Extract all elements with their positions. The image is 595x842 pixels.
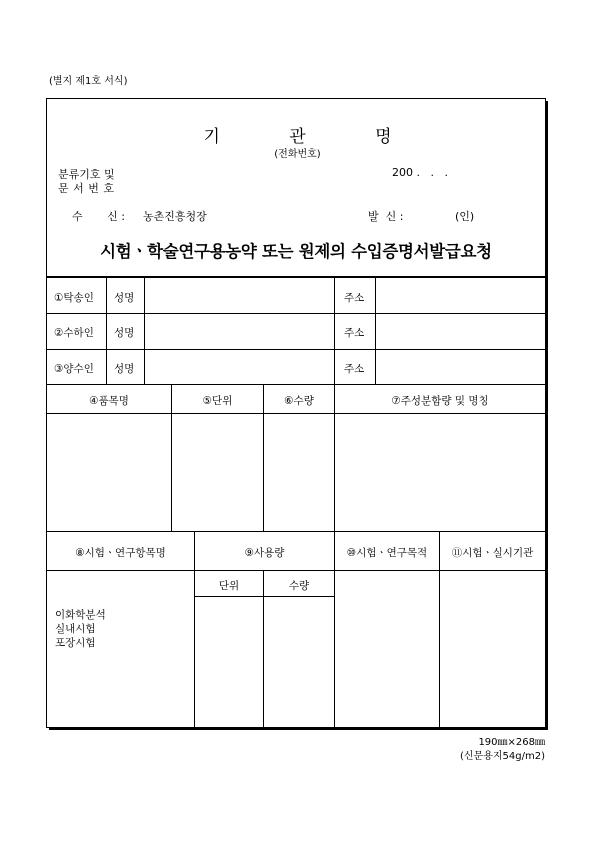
party-role-shipper: ①탁송인	[54, 292, 94, 304]
header-test-item: ⑧시험ㆍ연구항목명	[75, 547, 166, 559]
party-name-label: 성명	[114, 327, 135, 339]
header-quantity: ⑥수량	[284, 395, 314, 407]
product-section-divider	[46, 531, 546, 532]
usage-col-divider	[263, 570, 264, 728]
form-number-label: (별지 제1호 서식)	[49, 76, 128, 87]
header-usage-unit: 단위	[218, 580, 240, 592]
recipient-label: 수 신 :	[72, 210, 125, 223]
party-addr-label: 주소	[344, 327, 365, 339]
header-test-purpose: ⑩시험ㆍ연구목적	[346, 547, 428, 559]
header-unit: ⑤단위	[202, 395, 233, 407]
header-item-name: ④품목명	[89, 395, 129, 407]
usage-subheader-divider	[194, 596, 334, 597]
party-role-transferee: ③양수인	[54, 363, 94, 375]
paper-spec: (신문용지54g/m2)	[460, 751, 545, 762]
test-col-divider-1	[194, 531, 195, 728]
party-addr-label: 주소	[344, 292, 365, 304]
test-col-divider-2	[334, 531, 335, 728]
classification-label-2: 문 서 번 호	[58, 182, 115, 195]
party-name-value-divider	[334, 277, 335, 384]
usage-bottom-line	[194, 727, 334, 729]
sender-label: 발 신 :	[368, 210, 404, 223]
product-header-divider	[46, 413, 546, 414]
classification-label-1: 분류기호 및	[58, 168, 115, 181]
party-role-consignee: ②수하인	[54, 327, 94, 339]
party-name-label: 성명	[114, 363, 135, 375]
agency-title: 기 관 명	[203, 127, 424, 147]
paper-size: 190㎜×268㎜	[478, 737, 545, 748]
test-item: 이화학분석	[55, 609, 106, 621]
party-addr-label: 주소	[344, 363, 365, 375]
test-col-divider-3	[439, 531, 440, 728]
document-date: 200 . . .	[392, 166, 448, 179]
recipient-value: 농촌진흥청장	[143, 210, 207, 223]
party-name-label-divider	[144, 277, 145, 384]
party-role-divider	[106, 277, 107, 384]
party-section-divider	[46, 384, 546, 385]
header-usage-qty: 수량	[288, 580, 310, 592]
test-item: 포장시험	[55, 637, 96, 649]
party-row-divider-1	[46, 313, 546, 314]
phone-label: (전화번호)	[274, 149, 321, 160]
test-header-divider	[46, 570, 546, 571]
seal-mark: (인)	[455, 210, 475, 223]
party-row-divider-2	[46, 349, 546, 350]
header-divider	[46, 276, 546, 278]
frame-shadow-right	[546, 101, 548, 730]
test-item: 실내시험	[55, 623, 96, 635]
main-title: 시험ㆍ학술연구용농약 또는 원제의 수입증명서발급요청	[100, 242, 492, 261]
header-usage: ⑨사용량	[244, 547, 285, 559]
header-test-institution: ⑪시험ㆍ실시기관	[451, 547, 534, 559]
party-addr-label-divider	[375, 277, 376, 384]
party-name-label: 성명	[114, 292, 135, 304]
header-ingredient: ⑦주성분함량 및 명칭	[391, 395, 489, 407]
